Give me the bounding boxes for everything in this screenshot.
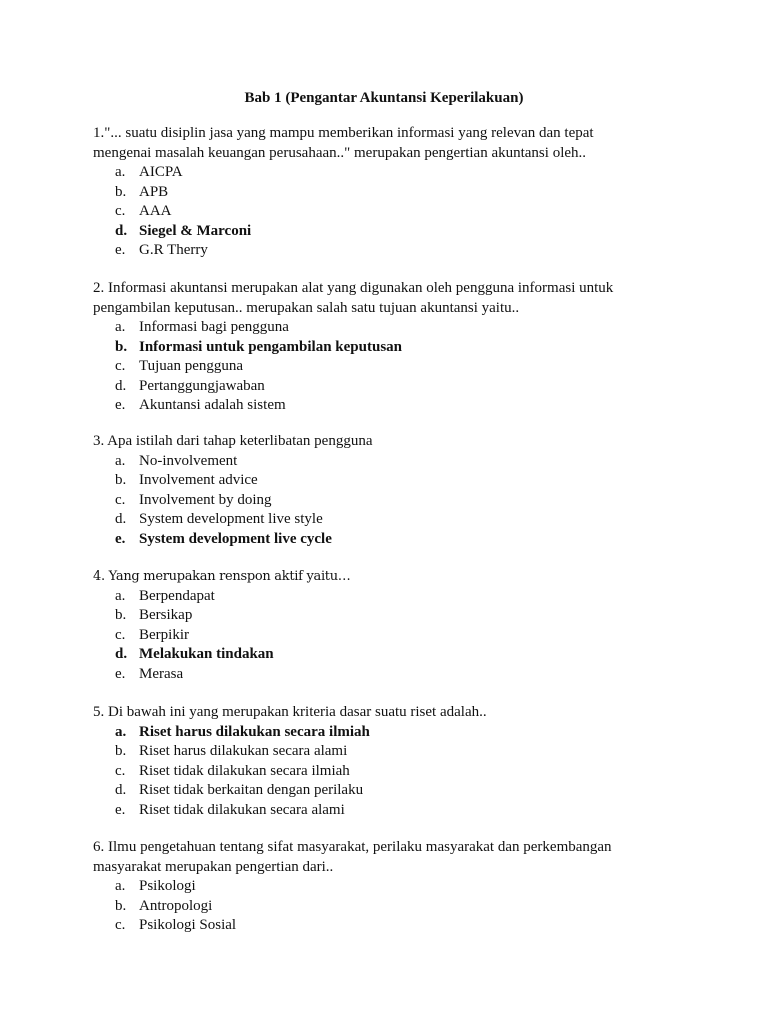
answer-option — [93, 762, 653, 782]
option-letter: c. — [115, 762, 126, 779]
option-text: Melakukan tindakan — [139, 646, 274, 662]
option-text: Berpikir — [139, 626, 189, 643]
question-text: 2. Informasi akuntansi merupakan alat yang digunakan oleh pengguna informasi untuk pengambilan keputusan.. merupakan salah satu tujuan akuntansi yaitu.. — [93, 280, 614, 316]
answer-option — [93, 202, 653, 222]
answer-option — [93, 396, 653, 416]
option-letter: a. — [115, 319, 126, 335]
option-text: System development live cycle — [139, 530, 332, 547]
option-letter: c. — [115, 626, 126, 643]
question-text: 5. Di bawah ini yang merupakan kriteria dasar suatu riset adalah.. — [93, 704, 487, 720]
question-text: 1."... suatu disiplin jasa yang mampu memberikan informasi yang relevan dan tepat mengenai masalah keuangan perusahaan.." merupakan pengertian akuntansi oleh.. — [93, 125, 594, 161]
answer-option — [93, 723, 653, 743]
question-text: 6. Ilmu pengetahuan tentang sifat masyarakat, perilaku masyarakat dan perkembangan masyarakat merupakan pengertian dari.. — [93, 839, 612, 875]
option-text: Merasa — [139, 665, 184, 682]
answer-option — [93, 645, 653, 665]
answer-option — [93, 626, 653, 646]
option-letter: e. — [115, 397, 126, 413]
option-letter: a. — [115, 587, 126, 604]
option-text: Antropologi — [139, 897, 213, 914]
option-letter: a. — [115, 723, 127, 740]
option-letter: c. — [115, 917, 126, 933]
answer-option — [93, 357, 653, 377]
question-4 — [93, 567, 653, 684]
option-text: Tujuan pengguna — [139, 358, 244, 374]
option-letter: e. — [115, 242, 126, 258]
option-text: Informasi untuk pengambilan keputusan — [139, 338, 403, 355]
option-letter: d. — [115, 646, 128, 662]
option-letter: e. — [115, 665, 126, 682]
question-1 — [93, 124, 653, 261]
question-2 — [93, 279, 653, 416]
option-letter: b. — [115, 607, 127, 623]
option-letter: b. — [115, 183, 127, 200]
option-text: Psikologi — [139, 878, 196, 894]
option-text: Riset harus dilakukan secara ilmiah — [139, 723, 370, 740]
option-text: Riset harus dilakukan secara alami — [139, 743, 348, 759]
option-letter: d. — [115, 511, 127, 527]
option-text: Bersikap — [139, 607, 193, 623]
option-text: APB — [139, 183, 169, 200]
option-text: Siegel & Marconi — [139, 222, 252, 239]
option-text: Psikologi Sosial — [139, 917, 237, 933]
option-text: Berpendapat — [139, 587, 215, 604]
option-letter: d. — [115, 782, 127, 798]
answer-option — [93, 338, 653, 358]
answer-option — [93, 510, 653, 530]
answer-option — [93, 377, 653, 397]
answer-option — [93, 665, 653, 685]
option-letter: b. — [115, 743, 127, 759]
option-text: Involvement advice — [139, 472, 258, 488]
answer-option — [93, 241, 653, 261]
option-text: Akuntansi adalah sistem — [139, 397, 286, 413]
option-letter: c. — [115, 203, 126, 219]
option-text: Riset tidak dilakukan secara ilmiah — [139, 762, 350, 779]
answer-option — [93, 801, 653, 821]
option-text: AAA — [139, 203, 172, 219]
document-title: Bab 1 (Pengantar Akuntansi Keperilakuan) — [244, 90, 524, 106]
option-text: AICPA — [139, 164, 183, 180]
answer-option — [93, 318, 653, 338]
option-text: Informasi bagi pengguna — [139, 319, 289, 335]
answer-option — [93, 916, 653, 936]
option-text: System development live style — [139, 511, 323, 527]
answer-option — [93, 491, 653, 511]
option-text: G.R Therry — [139, 242, 208, 258]
answer-option — [93, 183, 653, 203]
answer-option — [93, 742, 653, 762]
question-6 — [93, 838, 653, 936]
option-text: Riset tidak berkaitan dengan perilaku — [139, 782, 364, 798]
answer-option — [93, 163, 653, 183]
option-letter: b. — [115, 338, 128, 355]
option-text: Involvement by doing — [139, 491, 272, 508]
answer-option — [93, 877, 653, 897]
option-text: Pertanggungjawaban — [139, 377, 265, 394]
option-letter: d. — [115, 377, 127, 394]
answer-option — [93, 606, 653, 626]
answer-option — [93, 471, 653, 491]
question-text: 3. Apa istilah dari tahap keterlibatan pengguna — [93, 433, 373, 449]
option-letter: e. — [115, 801, 126, 818]
option-letter: d. — [115, 222, 128, 239]
option-letter: a. — [115, 878, 126, 894]
answer-option — [93, 587, 653, 607]
answer-option — [93, 530, 653, 550]
option-letter: a. — [115, 164, 126, 180]
answer-option — [93, 897, 653, 917]
option-text: No-involvement — [139, 452, 238, 469]
question-5 — [93, 703, 653, 820]
answer-option — [93, 222, 653, 242]
question-3 — [93, 432, 653, 549]
answer-option — [93, 781, 653, 801]
option-letter: c. — [115, 491, 126, 508]
option-letter: a. — [115, 452, 126, 469]
option-letter: e. — [115, 530, 126, 547]
option-letter: b. — [115, 897, 127, 914]
option-letter: b. — [115, 472, 127, 488]
option-letter: c. — [115, 358, 126, 374]
answer-option — [93, 452, 653, 472]
question-text: 4. Yang merupakan renspon aktif yaitu… — [93, 569, 351, 584]
option-text: Riset tidak dilakukan secara alami — [139, 801, 345, 818]
